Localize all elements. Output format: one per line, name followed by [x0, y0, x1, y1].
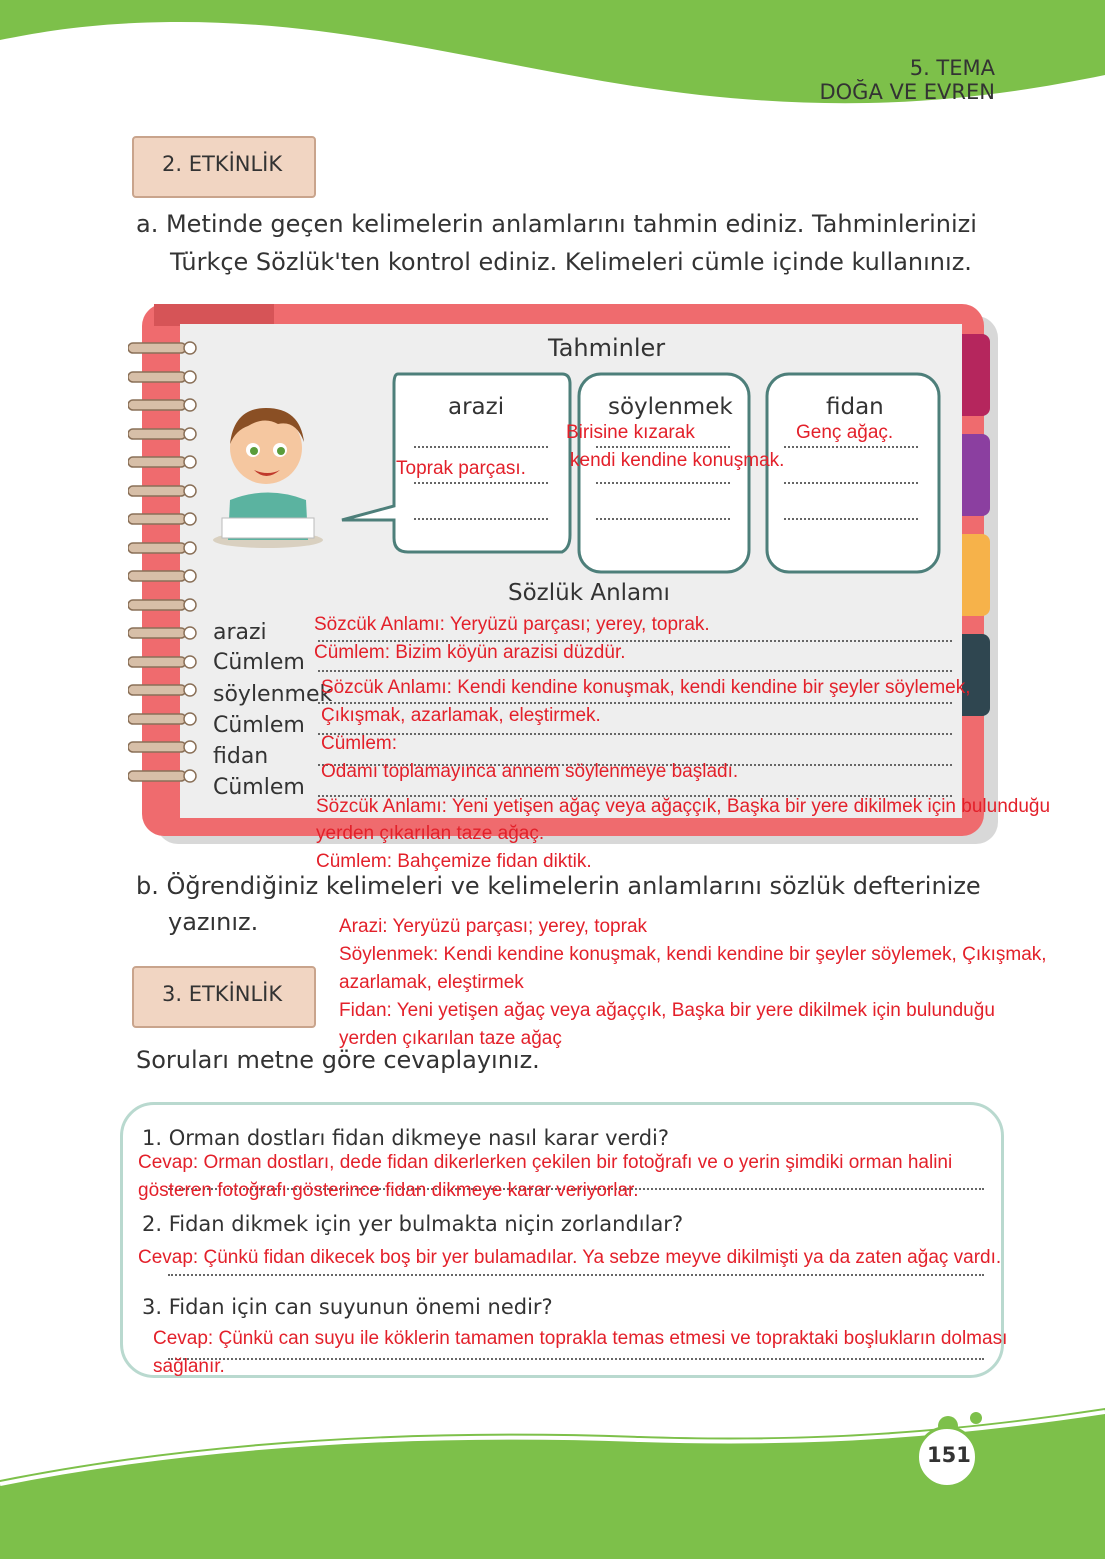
b-answer-line: azarlamak, eleştirmek	[339, 972, 524, 993]
boy-writing-illustration	[208, 390, 328, 550]
tema-title: DOĞA VE EVREN	[819, 80, 995, 104]
answer-arazi-meaning: Sözcük Anlamı: Yeryüzü parçası; yerey, toprak.	[314, 614, 710, 635]
question-answer-line	[168, 1274, 984, 1276]
sozluk-title: Sözlük Anlamı	[508, 580, 670, 606]
answer-3-line1: Cevap: Çünkü can suyu ile köklerin tamamen toprakla temas etmesi ve topraktaki boşlukların dolması	[153, 1328, 1008, 1349]
guess-soylenmek-line2: kendi kendine konuşmak.	[570, 450, 785, 471]
guess-fidan: Genç ağaç.	[796, 422, 894, 443]
page-number: 151	[927, 1443, 971, 1467]
spiral-ring	[128, 369, 198, 383]
guess-line	[596, 446, 730, 448]
spiral-ring	[128, 454, 198, 468]
b-answer-line: yerden çıkarılan taze ağaç	[339, 1028, 562, 1049]
answer-soylenmek-meaning-1: Sözcük Anlamı: Kendi kendine konuşmak, kendi kendine bir şeyler söylemek,	[321, 677, 971, 698]
answer-fidan-meaning-2: yerden çıkarılan taze ağaç.	[316, 823, 545, 844]
row-label-cumlem: Cümlem	[213, 775, 305, 800]
spiral-ring	[128, 568, 198, 582]
answer-soylenmek-sentence-label: Cümlem:	[321, 733, 398, 754]
tahminler-title: Tahminler	[548, 334, 666, 362]
spiral-ring	[128, 625, 198, 639]
notebook-tab-magenta	[962, 334, 990, 416]
activity-2-badge-label: 2. ETKİNLİK	[162, 152, 283, 176]
answer-1-line2: gösteren fotoğrafı gösterince fidan dikmeye karar veriyorlar.	[138, 1180, 639, 1201]
guess-line	[784, 446, 918, 448]
answer-2: Cevap: Çünkü fidan dikecek boş bir yer bulamadılar. Ya sebze meyve dikilmişti ya da zaten ağaç vardı.	[138, 1247, 1002, 1268]
spiral-ring	[128, 483, 198, 497]
answer-soylenmek-meaning-2: Çıkışmak, azarlamak, eleştirmek.	[321, 705, 601, 726]
activity-3-badge	[132, 966, 316, 1028]
spiral-ring	[128, 597, 198, 611]
spiral-ring	[128, 397, 198, 411]
answer-soylenmek-sentence: Odamı toplamayınca annem söylenmeye başladı.	[321, 761, 739, 782]
notebook-tab-purple	[962, 434, 990, 516]
spiral-ring	[128, 768, 198, 782]
activity-2-badge	[132, 136, 316, 198]
question-answer-line	[168, 1358, 984, 1360]
spiral-ring	[128, 739, 198, 753]
row-label-fidan: fidan	[213, 744, 269, 769]
spiral-ring	[128, 711, 198, 725]
spiral-ring	[128, 511, 198, 525]
b-answer-line: Fidan: Yeni yetişen ağaç veya ağaççık, Başka bir yere dikilmek için bulunduğu	[339, 1000, 995, 1021]
spiral-ring	[128, 682, 198, 696]
guess-line	[414, 482, 548, 484]
guess-line	[596, 518, 730, 520]
row-label-cumlem: Cümlem	[213, 650, 305, 675]
guess-arazi: Toprak parçası.	[396, 458, 526, 479]
guess-line	[414, 518, 548, 520]
spiral-ring	[128, 340, 198, 354]
tema-number: 5. TEMA	[909, 56, 995, 80]
spiral-ring	[128, 540, 198, 554]
answer-arazi-sentence: Cümlem: Bizim köyün arazisi düzdür.	[314, 642, 626, 663]
row-label-arazi: arazi	[213, 620, 267, 645]
b-answer-line: Arazi: Yeryüzü parçası; yerey, toprak	[339, 916, 648, 937]
activity-3-badge-label: 3. ETKİNLİK	[162, 982, 283, 1006]
guess-line	[596, 482, 730, 484]
instruction-a-line2: Türkçe Sözlük'ten kontrol ediniz. Kelimeleri cümle içinde kullanınız.	[170, 248, 972, 276]
spiral-ring	[128, 426, 198, 440]
answer-line	[318, 670, 952, 672]
answer-1-line1: Cevap: Orman dostları, dede fidan dikerlerken çekilen bir fotoğrafı ve o yerin şimdiki orman halini	[138, 1152, 953, 1173]
question-1: 1. Orman dostları fidan dikmeye nasıl karar verdi?	[142, 1126, 670, 1150]
spiral-ring	[128, 654, 198, 668]
notebook-tab-navy	[962, 634, 990, 716]
answer-line	[318, 733, 952, 735]
answer-line	[318, 702, 952, 704]
question-3: 3. Fidan için can suyunun önemi nedir?	[142, 1295, 553, 1319]
instruction-3: Soruları metne göre cevaplayınız.	[136, 1046, 540, 1074]
word-arazi: arazi	[448, 394, 505, 420]
guess-soylenmek-line1: Birisine kızarak	[566, 422, 695, 443]
answer-fidan-meaning-1: Sözcük Anlamı: Yeni yetişen ağaç veya ağaççık, Başka bir yere dikilmek için bulunduğu	[316, 796, 1051, 817]
answer-fidan-sentence: Cümlem: Bahçemize fidan diktik.	[316, 851, 592, 872]
instruction-b-line2: yazınız.	[168, 908, 259, 936]
instruction-b-line1: b. Öğrendiğiniz kelimeleri ve kelimelerin anlamlarını sözlük defterinize	[136, 872, 981, 900]
guess-line	[414, 446, 548, 448]
word-soylenmek: söylenmek	[608, 394, 733, 420]
row-label-cumlem: Cümlem	[213, 713, 305, 738]
b-answer-line: Söylenmek: Kendi kendine konuşmak, kendi kendine bir şeyler söylemek, Çıkışmak,	[339, 944, 1047, 965]
notebook-tab-orange	[962, 534, 990, 616]
instruction-a-line1: a. Metinde geçen kelimelerin anlamlarını tahmin ediniz. Tahminlerinizi	[136, 210, 977, 238]
row-label-soylenmek: söylenmek	[213, 682, 333, 707]
word-fidan: fidan	[826, 394, 884, 420]
answer-3-line2: sağlanır.	[153, 1356, 225, 1377]
guess-line	[784, 482, 918, 484]
question-2: 2. Fidan dikmek için yer bulmakta niçin zorlandılar?	[142, 1212, 684, 1236]
page-number-badge	[916, 1426, 978, 1488]
notebook-cover-dark-strip	[154, 304, 274, 326]
guess-line	[784, 518, 918, 520]
